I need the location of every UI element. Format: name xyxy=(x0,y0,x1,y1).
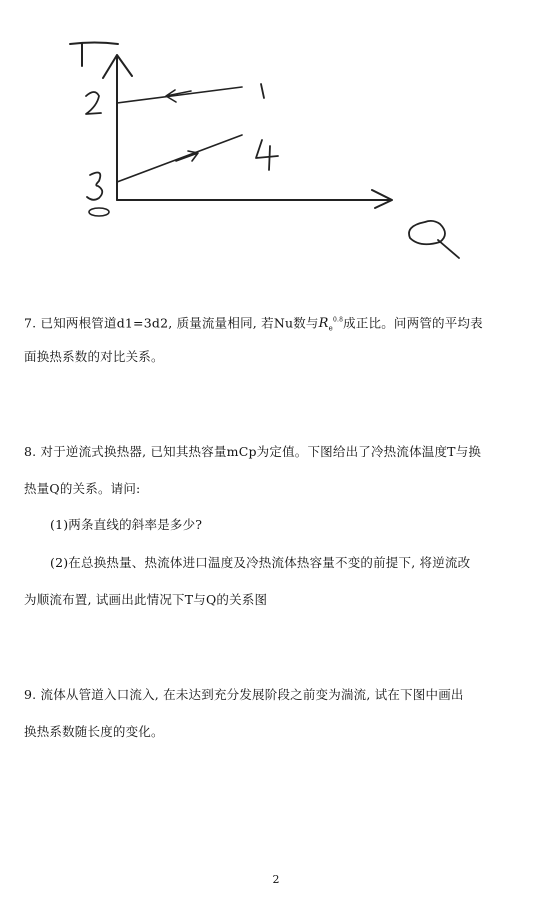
q9-line-2: 换热系数随长度的变化。 xyxy=(24,724,164,739)
hot-flow-arrow xyxy=(166,90,191,102)
re-number-symbol: $R_e^{0.8}$ xyxy=(318,316,344,333)
origin-glyph xyxy=(89,208,109,216)
q7-line-1-post: 成正比。问两管的平均表 xyxy=(343,315,483,331)
t-q-sketch xyxy=(0,0,552,290)
q8-line-2: 热量Q的关系。请问: xyxy=(24,481,141,496)
point-2-glyph xyxy=(86,92,101,114)
q9-line-1: 9. 流体从管道入口流入, 在未达到充分发展阶段之前变为湍流, 试在下图中画出 xyxy=(24,687,464,702)
cold-fluid-line xyxy=(117,135,242,182)
point-1-glyph xyxy=(261,84,264,98)
axis-label-t xyxy=(70,43,118,67)
x-axis xyxy=(117,190,392,208)
q8-sub-question-2-line-2: 为顺流布置, 试画出此情况下T与Q的关系图 xyxy=(24,592,268,607)
axis-label-q xyxy=(409,221,459,258)
q8-sub-question-2-line-1: (2)在总换热量、热流体进口温度及冷热流体热容量不变的前提下, 将逆流改 xyxy=(50,555,471,570)
q8-sub-question-1: (1)两条直线的斜率是多少? xyxy=(50,517,203,532)
q7-line-2: 面换热系数的对比关系。 xyxy=(24,349,164,364)
q7-line-1-pre: 7. 已知两根管道d1=3d2, 质量流量相同, 若Nu数与 xyxy=(24,315,319,331)
page-number: 2 xyxy=(272,873,280,886)
q7-line-1 xyxy=(24,313,483,337)
point-3-glyph xyxy=(87,173,102,200)
point-4-glyph xyxy=(256,140,278,170)
q8-line-1: 8. 对于逆流式换热器, 已知其热容量mCp为定值。下图给出了冷热流体温度T与换 xyxy=(24,444,482,459)
hot-fluid-line xyxy=(117,87,242,103)
